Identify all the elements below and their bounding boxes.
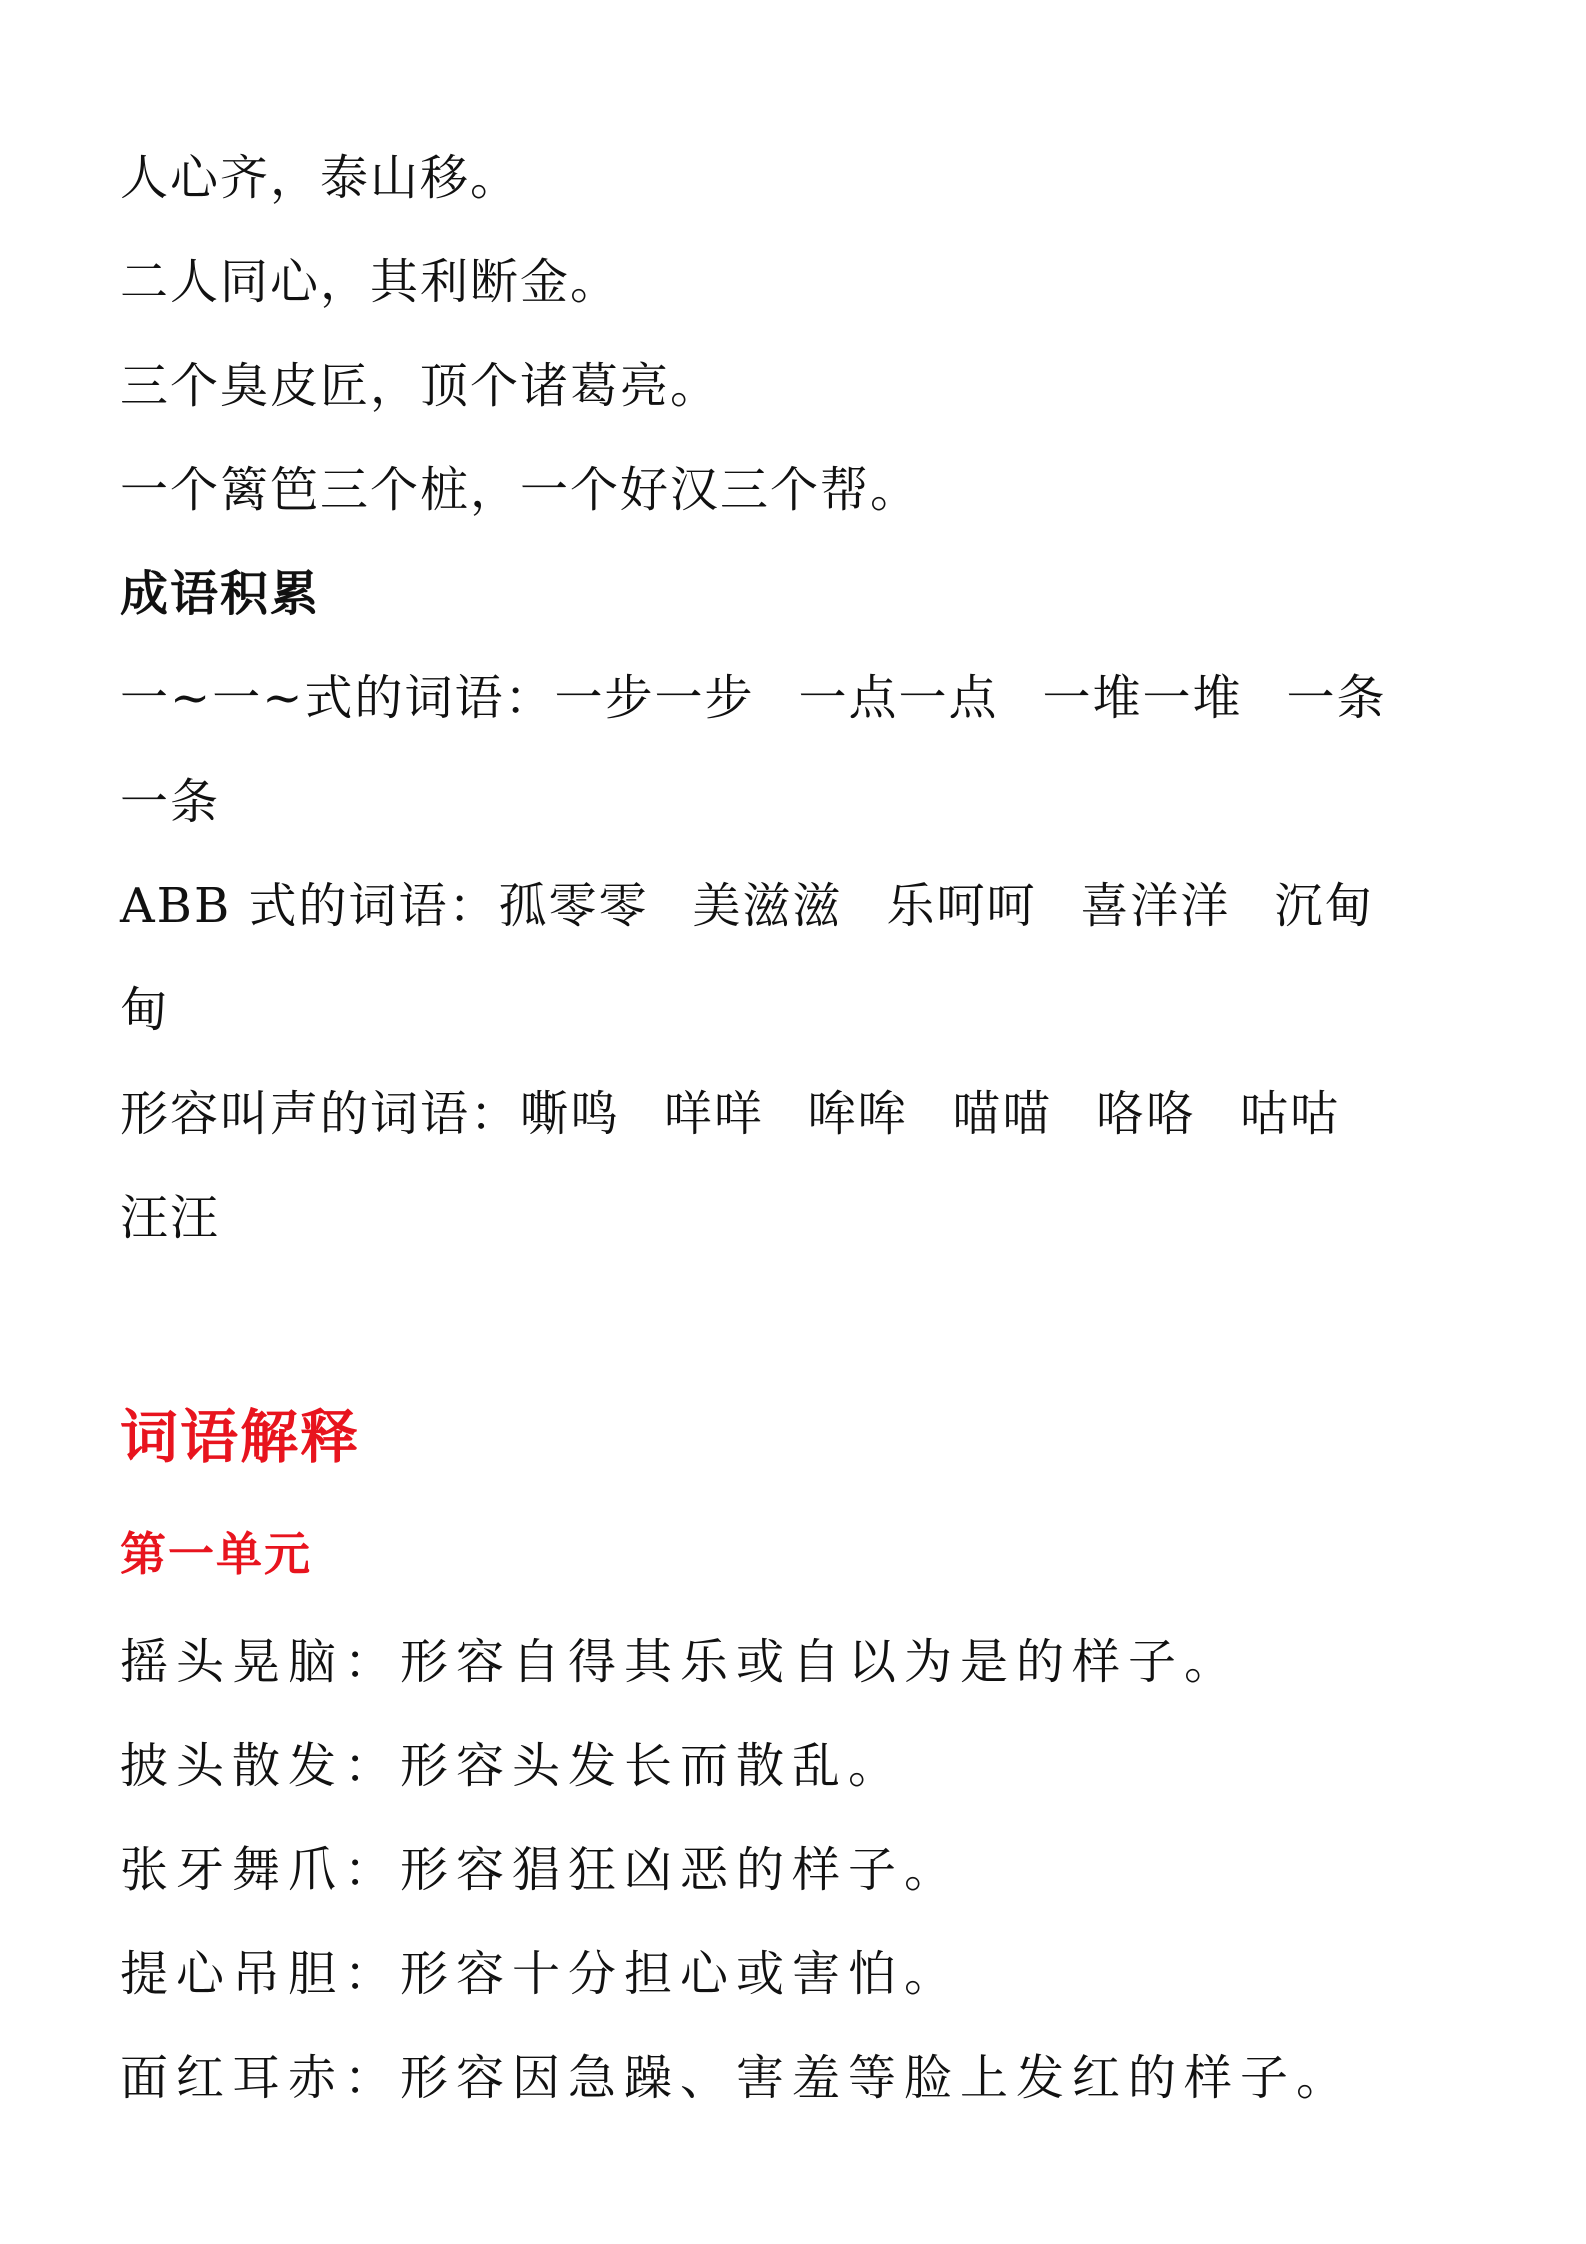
idiom-word: 喵喵 — [952, 1086, 1053, 1142]
vocab-term: 披头散发： — [120, 1738, 401, 1794]
vocab-entry — [120, 1840, 960, 1900]
vocab-entry — [120, 1736, 904, 1796]
idiom-group-label: 形容叫声的词语： — [120, 1086, 521, 1142]
idiom-word: 一条 — [1286, 670, 1387, 726]
vocab-term: 张牙舞爪： — [120, 1842, 401, 1898]
vocab-meaning: 形容猖狂凶恶的样子。 — [400, 1842, 961, 1898]
vocab-entry — [120, 1944, 960, 2004]
section-title: 词语解释 — [120, 1403, 361, 1471]
idiom-word: 沉甸 — [1274, 878, 1375, 934]
idiom-word: 一点一点 — [798, 670, 999, 726]
vocab-term: 面红耳赤： — [120, 2050, 401, 2106]
unit-heading: 第一单元 — [120, 1527, 312, 1581]
idiom-word: 嘶鸣 — [520, 1086, 621, 1142]
vocab-meaning: 形容因急躁、害羞等脸上发红的样子。 — [400, 2050, 1353, 2106]
proverb-line: 三个臭皮匠，顶个诸葛亮。 — [120, 358, 721, 414]
idiom-word: 哞哞 — [808, 1086, 909, 1142]
vocab-term: 提心吊胆： — [120, 1946, 401, 2002]
idiom-heading: 成语积累 — [120, 566, 321, 622]
vocab-entry — [120, 1632, 1240, 1692]
idiom-group-continuation: 甸 — [120, 982, 171, 1038]
idiom-word: 咯咯 — [1096, 1086, 1197, 1142]
vocab-meaning: 形容自得其乐或自以为是的样子。 — [400, 1634, 1241, 1690]
idiom-group-1 — [120, 668, 1387, 728]
vocab-entry — [120, 2048, 1352, 2108]
vocab-term: 摇头晃脑： — [120, 1634, 401, 1690]
idiom-group-2 — [120, 876, 1375, 936]
idiom-word: 一步一步 — [554, 670, 755, 726]
idiom-word: 美滋滋 — [692, 878, 843, 934]
idiom-word: 孤零零 — [498, 878, 649, 934]
vocab-meaning: 形容十分担心或害怕。 — [400, 1946, 961, 2002]
idiom-group-label: ABB 式的词语： — [120, 878, 499, 934]
vocab-meaning: 形容头发长而散乱。 — [400, 1738, 905, 1794]
idiom-group-continuation: 一条 — [120, 774, 221, 830]
idiom-word: 咕咕 — [1240, 1086, 1341, 1142]
idiom-group-3 — [120, 1084, 1340, 1144]
idiom-group-continuation: 汪汪 — [120, 1190, 221, 1246]
proverb-line: 人心齐，泰山移。 — [120, 150, 521, 206]
proverb-line: 一个篱笆三个桩，一个好汉三个帮。 — [120, 462, 921, 518]
idiom-group-label: 一~一~式的词语： — [120, 670, 555, 726]
idiom-word: 一堆一堆 — [1042, 670, 1243, 726]
idiom-word: 咩咩 — [664, 1086, 765, 1142]
proverb-line: 二人同心，其利断金。 — [120, 254, 621, 310]
idiom-word: 乐呵呵 — [886, 878, 1037, 934]
idiom-word: 喜洋洋 — [1080, 878, 1231, 934]
